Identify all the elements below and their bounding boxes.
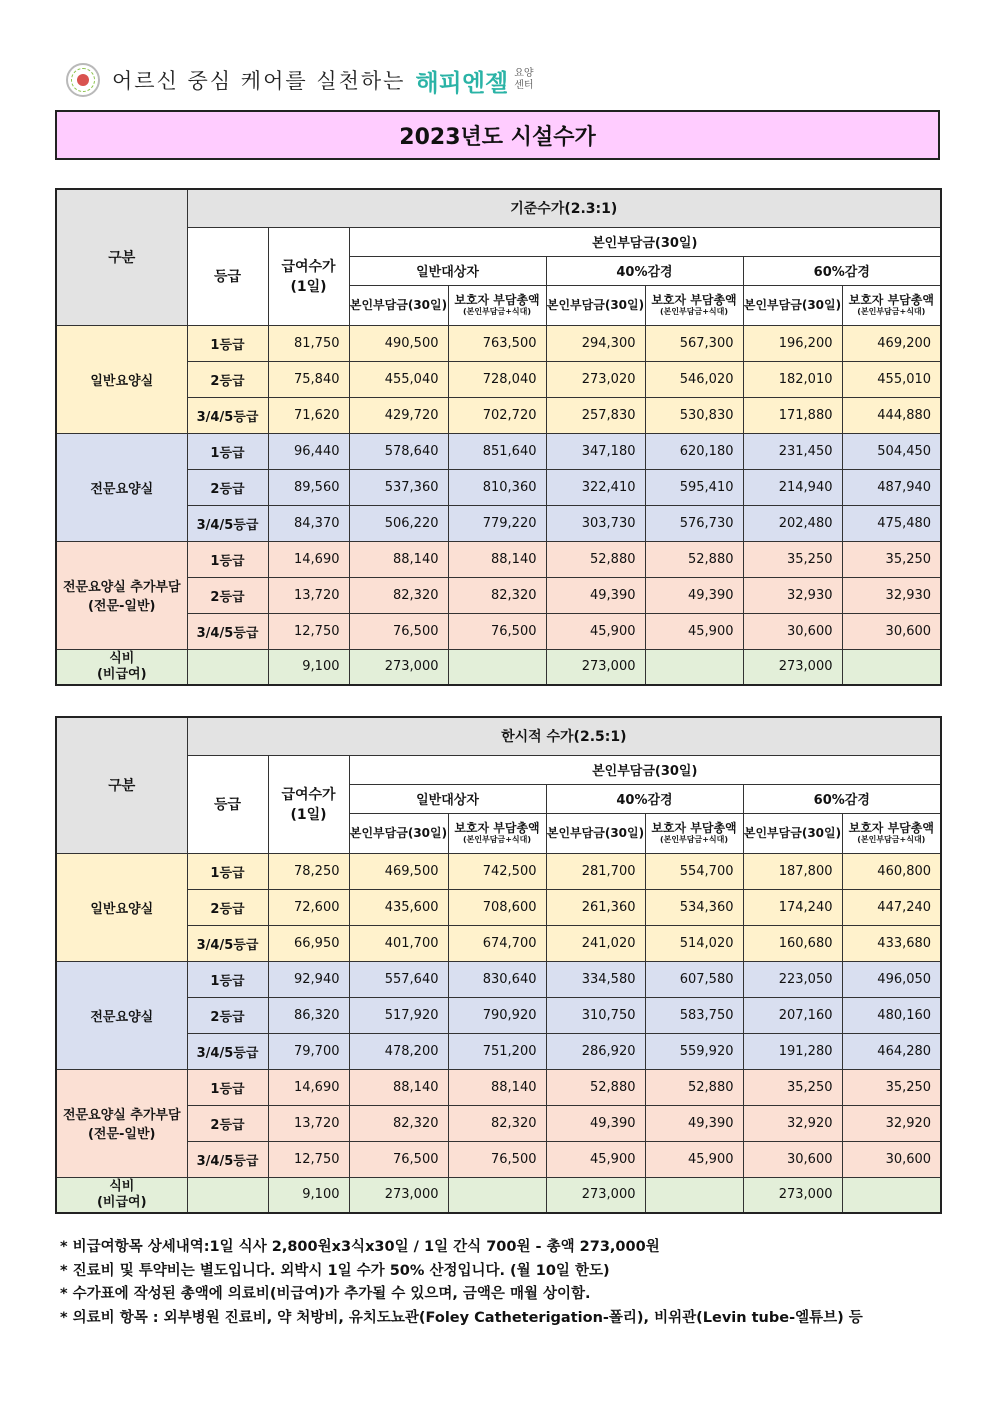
footnote: * 의료비 항목 : 외부병원 진료비, 약 처방비, 유치도뇨관(Foley Catheterigation-폴리), 비위관(Levin tube-엘튜브) 등 bbox=[60, 1309, 863, 1326]
daily-fee-label: 급여수가 bbox=[281, 787, 336, 803]
amount-cell bbox=[645, 1177, 743, 1213]
amount-cell: 702,720 bbox=[448, 397, 546, 433]
guardian-total-sub: (본인부담금+식대) bbox=[659, 835, 729, 844]
daily-fee-cell: 84,370 bbox=[268, 505, 349, 541]
daily-fee-label: 급여수가 bbox=[281, 259, 336, 275]
amount-cell: 490,500 bbox=[349, 325, 448, 361]
grade-cell: 1등급 bbox=[187, 541, 268, 577]
room-type-label bbox=[56, 853, 187, 961]
table-row bbox=[56, 1033, 941, 1069]
daily-fee-unit: (1일) bbox=[290, 807, 327, 823]
amount-cell: 214,940 bbox=[743, 469, 842, 505]
fee-table-standard bbox=[55, 188, 942, 686]
reduce60-header: 60%감경 bbox=[743, 256, 941, 285]
amount-cell bbox=[448, 1177, 546, 1213]
amount-cell: 273,000 bbox=[743, 1177, 842, 1213]
amount-cell: 202,480 bbox=[743, 505, 842, 541]
amount-cell: 182,010 bbox=[743, 361, 842, 397]
amount-cell: 480,160 bbox=[842, 997, 941, 1033]
category-header: 구분 bbox=[56, 717, 187, 853]
daily-fee-cell: 81,750 bbox=[268, 325, 349, 361]
amount-cell: 554,700 bbox=[645, 853, 743, 889]
amount-cell: 241,020 bbox=[546, 925, 645, 961]
room-type-name: 전문요양실 bbox=[90, 1009, 154, 1025]
amount-cell: 455,040 bbox=[349, 361, 448, 397]
amount-cell: 530,830 bbox=[645, 397, 743, 433]
table-row bbox=[56, 469, 941, 505]
amount-cell: 174,240 bbox=[743, 889, 842, 925]
amount-cell: 810,360 bbox=[448, 469, 546, 505]
guardian-total-label: 보호자 부담총액 bbox=[848, 821, 934, 835]
amount-cell: 35,250 bbox=[842, 1069, 941, 1105]
amount-cell: 82,320 bbox=[448, 577, 546, 613]
guardian-total-header bbox=[842, 285, 941, 325]
daily-fee-cell: 9,100 bbox=[268, 1177, 349, 1213]
amount-cell: 347,180 bbox=[546, 433, 645, 469]
amount-cell: 504,450 bbox=[842, 433, 941, 469]
grade-cell: 2등급 bbox=[187, 469, 268, 505]
daily-fee-header bbox=[268, 755, 349, 853]
header-row bbox=[56, 227, 941, 256]
guardian-total-header bbox=[842, 813, 941, 853]
amount-cell: 576,730 bbox=[645, 505, 743, 541]
self-pay-col-header: 본인부담금(30일) bbox=[743, 813, 842, 853]
brand-sub bbox=[514, 68, 533, 92]
amount-cell: 464,280 bbox=[842, 1033, 941, 1069]
amount-cell: 429,720 bbox=[349, 397, 448, 433]
amount-cell: 583,750 bbox=[645, 997, 743, 1033]
amount-cell: 32,930 bbox=[743, 577, 842, 613]
table-row bbox=[56, 889, 941, 925]
self-pay-header: 본인부담금(30일) bbox=[349, 227, 941, 256]
meal-row bbox=[56, 1177, 941, 1213]
guardian-total-header bbox=[645, 813, 743, 853]
guardian-total-label: 보호자 부담총액 bbox=[454, 821, 540, 835]
amount-cell: 76,500 bbox=[349, 613, 448, 649]
amount-cell: 45,900 bbox=[546, 613, 645, 649]
amount-cell: 30,600 bbox=[842, 1141, 941, 1177]
daily-fee-cell: 92,940 bbox=[268, 961, 349, 997]
daily-fee-cell: 89,560 bbox=[268, 469, 349, 505]
amount-cell: 433,680 bbox=[842, 925, 941, 961]
meal-note: (비급여) bbox=[96, 666, 147, 682]
daily-fee-cell: 71,620 bbox=[268, 397, 349, 433]
general-header: 일반대상자 bbox=[349, 256, 546, 285]
meal-row bbox=[56, 649, 941, 685]
daily-fee-unit: (1일) bbox=[290, 279, 327, 295]
daily-fee-cell: 79,700 bbox=[268, 1033, 349, 1069]
grade-cell: 3/4/5등급 bbox=[187, 505, 268, 541]
table-row bbox=[56, 397, 941, 433]
table-row bbox=[56, 1069, 941, 1105]
amount-cell: 273,000 bbox=[349, 1177, 448, 1213]
table-row bbox=[56, 541, 941, 577]
brand-name: 해피엔젤 bbox=[415, 68, 509, 97]
amount-cell: 537,360 bbox=[349, 469, 448, 505]
amount-cell: 496,050 bbox=[842, 961, 941, 997]
guardian-total-label: 보호자 부담총액 bbox=[454, 293, 540, 307]
header-row bbox=[56, 755, 941, 784]
room-type-label bbox=[56, 433, 187, 541]
guardian-total-sub: (본인부담금+식대) bbox=[857, 307, 926, 316]
table-row bbox=[56, 997, 941, 1033]
amount-cell: 334,580 bbox=[546, 961, 645, 997]
grade-cell: 3/4/5등급 bbox=[187, 1141, 268, 1177]
amount-cell: 273,000 bbox=[546, 1177, 645, 1213]
daily-fee-cell: 14,690 bbox=[268, 541, 349, 577]
guardian-total-sub: (본인부담금+식대) bbox=[857, 835, 926, 844]
amount-cell: 35,250 bbox=[842, 541, 941, 577]
amount-cell: 273,000 bbox=[546, 649, 645, 685]
daily-fee-cell: 75,840 bbox=[268, 361, 349, 397]
reduce60-header: 60%감경 bbox=[743, 784, 941, 813]
reduce40-header: 40%감경 bbox=[546, 256, 743, 285]
room-type-label bbox=[56, 961, 187, 1069]
grade-cell: 3/4/5등급 bbox=[187, 1033, 268, 1069]
grade-cell: 2등급 bbox=[187, 577, 268, 613]
daily-fee-header bbox=[268, 227, 349, 325]
amount-cell: 76,500 bbox=[448, 613, 546, 649]
grade-cell: 2등급 bbox=[187, 1105, 268, 1141]
self-pay-header: 본인부담금(30일) bbox=[349, 755, 941, 784]
self-pay-col-header: 본인부담금(30일) bbox=[743, 285, 842, 325]
guardian-total-label: 보호자 부담총액 bbox=[848, 293, 934, 307]
amount-cell: 742,500 bbox=[448, 853, 546, 889]
guardian-total-sub: (본인부담금+식대) bbox=[659, 307, 729, 316]
amount-cell: 546,020 bbox=[645, 361, 743, 397]
guardian-total-header bbox=[645, 285, 743, 325]
amount-cell: 475,480 bbox=[842, 505, 941, 541]
amount-cell: 52,880 bbox=[645, 541, 743, 577]
amount-cell: 160,680 bbox=[743, 925, 842, 961]
amount-cell: 191,280 bbox=[743, 1033, 842, 1069]
amount-cell: 322,410 bbox=[546, 469, 645, 505]
room-type-name: 전문요양실 bbox=[90, 481, 154, 497]
general-header: 일반대상자 bbox=[349, 784, 546, 813]
amount-cell bbox=[448, 649, 546, 685]
amount-cell: 281,700 bbox=[546, 853, 645, 889]
amount-cell: 88,140 bbox=[448, 1069, 546, 1105]
grade-cell: 2등급 bbox=[187, 889, 268, 925]
amount-cell: 261,360 bbox=[546, 889, 645, 925]
grade-header: 등급 bbox=[187, 755, 268, 853]
amount-cell: 460,800 bbox=[842, 853, 941, 889]
daily-fee-cell: 72,600 bbox=[268, 889, 349, 925]
amount-cell: 187,800 bbox=[743, 853, 842, 889]
amount-cell: 82,320 bbox=[349, 1105, 448, 1141]
amount-cell: 52,880 bbox=[546, 1069, 645, 1105]
room-type-name: 전문요양실 추가부담 bbox=[62, 580, 181, 595]
grade-cell: 1등급 bbox=[187, 853, 268, 889]
meal-note: (비급여) bbox=[96, 1194, 147, 1210]
room-type-label bbox=[56, 325, 187, 433]
amount-cell: 567,300 bbox=[645, 325, 743, 361]
amount-cell: 557,640 bbox=[349, 961, 448, 997]
room-type-name: 전문요양실 추가부담 bbox=[62, 1108, 181, 1123]
amount-cell: 49,390 bbox=[546, 1105, 645, 1141]
amount-cell: 45,900 bbox=[645, 613, 743, 649]
amount-cell: 196,200 bbox=[743, 325, 842, 361]
amount-cell: 401,700 bbox=[349, 925, 448, 961]
amount-cell: 469,200 bbox=[842, 325, 941, 361]
amount-cell: 76,500 bbox=[448, 1141, 546, 1177]
amount-cell: 607,580 bbox=[645, 961, 743, 997]
grade-cell bbox=[187, 649, 268, 685]
daily-fee-cell: 86,320 bbox=[268, 997, 349, 1033]
grade-cell: 1등급 bbox=[187, 325, 268, 361]
amount-cell: 286,920 bbox=[546, 1033, 645, 1069]
amount-cell: 595,410 bbox=[645, 469, 743, 505]
guardian-total-sub: (본인부담금+식대) bbox=[462, 307, 532, 316]
amount-cell: 578,640 bbox=[349, 433, 448, 469]
amount-cell bbox=[842, 1177, 941, 1213]
fee-table-temporary bbox=[55, 716, 942, 1214]
guardian-total-sub: (본인부담금+식대) bbox=[462, 835, 532, 844]
daily-fee-cell: 78,250 bbox=[268, 853, 349, 889]
amount-cell: 35,250 bbox=[743, 541, 842, 577]
daily-fee-cell: 13,720 bbox=[268, 577, 349, 613]
amount-cell: 82,320 bbox=[349, 577, 448, 613]
daily-fee-cell: 13,720 bbox=[268, 1105, 349, 1141]
header-row bbox=[56, 189, 941, 227]
grade-cell: 3/4/5등급 bbox=[187, 925, 268, 961]
amount-cell: 49,390 bbox=[645, 1105, 743, 1141]
amount-cell: 30,600 bbox=[743, 613, 842, 649]
table-row bbox=[56, 577, 941, 613]
amount-cell: 751,200 bbox=[448, 1033, 546, 1069]
room-type-note: (전문-일반) bbox=[87, 1127, 156, 1142]
table-row bbox=[56, 361, 941, 397]
amount-cell: 620,180 bbox=[645, 433, 743, 469]
amount-cell: 82,320 bbox=[448, 1105, 546, 1141]
footnote: * 비급여항목 상세내역:1일 식사 2,800원x3식x30일 / 1일 간식 700원 - 총액 273,000원 bbox=[60, 1239, 660, 1255]
daily-fee-cell: 12,750 bbox=[268, 1141, 349, 1177]
daily-fee-cell: 96,440 bbox=[268, 433, 349, 469]
footnotes bbox=[60, 1236, 940, 1330]
table-row bbox=[56, 1141, 941, 1177]
grade-cell: 2등급 bbox=[187, 997, 268, 1033]
amount-cell: 52,880 bbox=[546, 541, 645, 577]
footnote: * 수가표에 작성된 총액에 의료비(비급여)가 추가될 수 있으며, 금액은 매월 상이함. bbox=[60, 1286, 591, 1302]
amount-cell: 517,920 bbox=[349, 997, 448, 1033]
grade-cell: 1등급 bbox=[187, 433, 268, 469]
meal-label bbox=[56, 1177, 187, 1213]
grade-header: 등급 bbox=[187, 227, 268, 325]
amount-cell: 830,640 bbox=[448, 961, 546, 997]
amount-cell: 674,700 bbox=[448, 925, 546, 961]
page-header bbox=[66, 62, 766, 98]
table-row bbox=[56, 853, 941, 889]
grade-cell: 2등급 bbox=[187, 361, 268, 397]
amount-cell: 88,140 bbox=[349, 1069, 448, 1105]
table-row bbox=[56, 925, 941, 961]
meal-label bbox=[56, 649, 187, 685]
amount-cell: 534,360 bbox=[645, 889, 743, 925]
amount-cell: 32,920 bbox=[842, 1105, 941, 1141]
brand-sub-1: 요양 bbox=[514, 68, 534, 79]
amount-cell: 207,160 bbox=[743, 997, 842, 1033]
table-heading: 한시적 수가(2.5:1) bbox=[187, 717, 941, 755]
amount-cell: 223,050 bbox=[743, 961, 842, 997]
amount-cell: 88,140 bbox=[448, 541, 546, 577]
amount-cell: 273,000 bbox=[743, 649, 842, 685]
room-type-note: (전문-일반) bbox=[87, 599, 156, 614]
guardian-total-header bbox=[448, 285, 546, 325]
amount-cell: 455,010 bbox=[842, 361, 941, 397]
amount-cell: 444,880 bbox=[842, 397, 941, 433]
room-type-name: 일반요양실 bbox=[90, 373, 154, 389]
amount-cell bbox=[842, 649, 941, 685]
meal-name: 식비 bbox=[109, 1178, 135, 1194]
footnote: * 진료비 및 투약비는 별도입니다. 외박시 1일 수가 50% 산정입니다. (월 10일 한도) bbox=[60, 1262, 610, 1279]
amount-cell: 30,600 bbox=[743, 1141, 842, 1177]
amount-cell: 435,600 bbox=[349, 889, 448, 925]
amount-cell: 294,300 bbox=[546, 325, 645, 361]
grade-cell: 1등급 bbox=[187, 961, 268, 997]
room-type-label bbox=[56, 541, 187, 649]
table-row bbox=[56, 961, 941, 997]
amount-cell: 35,250 bbox=[743, 1069, 842, 1105]
slogan: 어르신 중심 케어를 실천하는 bbox=[112, 69, 406, 93]
room-type-name: 일반요양실 bbox=[90, 901, 154, 917]
category-header: 구분 bbox=[56, 189, 187, 325]
amount-cell: 32,930 bbox=[842, 577, 941, 613]
amount-cell: 763,500 bbox=[448, 325, 546, 361]
amount-cell: 514,020 bbox=[645, 925, 743, 961]
amount-cell: 88,140 bbox=[349, 541, 448, 577]
daily-fee-cell: 66,950 bbox=[268, 925, 349, 961]
header-row bbox=[56, 717, 941, 755]
amount-cell: 310,750 bbox=[546, 997, 645, 1033]
amount-cell: 76,500 bbox=[349, 1141, 448, 1177]
amount-cell: 231,450 bbox=[743, 433, 842, 469]
self-pay-col-header: 본인부담금(30일) bbox=[349, 813, 448, 853]
daily-fee-cell: 9,100 bbox=[268, 649, 349, 685]
table-row bbox=[56, 1105, 941, 1141]
amount-cell: 45,900 bbox=[645, 1141, 743, 1177]
grade-cell: 3/4/5등급 bbox=[187, 613, 268, 649]
amount-cell: 45,900 bbox=[546, 1141, 645, 1177]
grade-cell: 3/4/5등급 bbox=[187, 397, 268, 433]
amount-cell: 273,000 bbox=[349, 649, 448, 685]
amount-cell: 487,940 bbox=[842, 469, 941, 505]
guardian-total-label: 보호자 부담총액 bbox=[651, 293, 737, 307]
self-pay-col-header: 본인부담금(30일) bbox=[546, 813, 645, 853]
amount-cell: 779,220 bbox=[448, 505, 546, 541]
amount-cell: 49,390 bbox=[645, 577, 743, 613]
grade-cell: 1등급 bbox=[187, 1069, 268, 1105]
table-heading: 기준수가(2.3:1) bbox=[187, 189, 941, 227]
amount-cell: 851,640 bbox=[448, 433, 546, 469]
amount-cell: 52,880 bbox=[645, 1069, 743, 1105]
guardian-total-label: 보호자 부담총액 bbox=[651, 821, 737, 835]
amount-cell: 49,390 bbox=[546, 577, 645, 613]
amount-cell: 273,020 bbox=[546, 361, 645, 397]
daily-fee-cell: 14,690 bbox=[268, 1069, 349, 1105]
amount-cell: 790,920 bbox=[448, 997, 546, 1033]
amount-cell: 303,730 bbox=[546, 505, 645, 541]
self-pay-col-header: 본인부담금(30일) bbox=[349, 285, 448, 325]
amount-cell: 257,830 bbox=[546, 397, 645, 433]
brand-sub-2: 센터 bbox=[514, 80, 534, 91]
table-row bbox=[56, 613, 941, 649]
amount-cell: 171,880 bbox=[743, 397, 842, 433]
amount-cell: 469,500 bbox=[349, 853, 448, 889]
amount-cell: 728,040 bbox=[448, 361, 546, 397]
amount-cell: 30,600 bbox=[842, 613, 941, 649]
association-seal-logo bbox=[66, 63, 100, 97]
amount-cell bbox=[645, 649, 743, 685]
amount-cell: 506,220 bbox=[349, 505, 448, 541]
grade-cell bbox=[187, 1177, 268, 1213]
table-row bbox=[56, 505, 941, 541]
daily-fee-cell: 12,750 bbox=[268, 613, 349, 649]
guardian-total-header bbox=[448, 813, 546, 853]
reduce40-header: 40%감경 bbox=[546, 784, 743, 813]
amount-cell: 32,920 bbox=[743, 1105, 842, 1141]
room-type-label bbox=[56, 1069, 187, 1177]
amount-cell: 708,600 bbox=[448, 889, 546, 925]
table-row bbox=[56, 433, 941, 469]
table-row bbox=[56, 325, 941, 361]
amount-cell: 478,200 bbox=[349, 1033, 448, 1069]
amount-cell: 559,920 bbox=[645, 1033, 743, 1069]
meal-name: 식비 bbox=[109, 650, 135, 666]
page-title: 2023년도 시설수가 bbox=[55, 110, 940, 160]
self-pay-col-header: 본인부담금(30일) bbox=[546, 285, 645, 325]
amount-cell: 447,240 bbox=[842, 889, 941, 925]
